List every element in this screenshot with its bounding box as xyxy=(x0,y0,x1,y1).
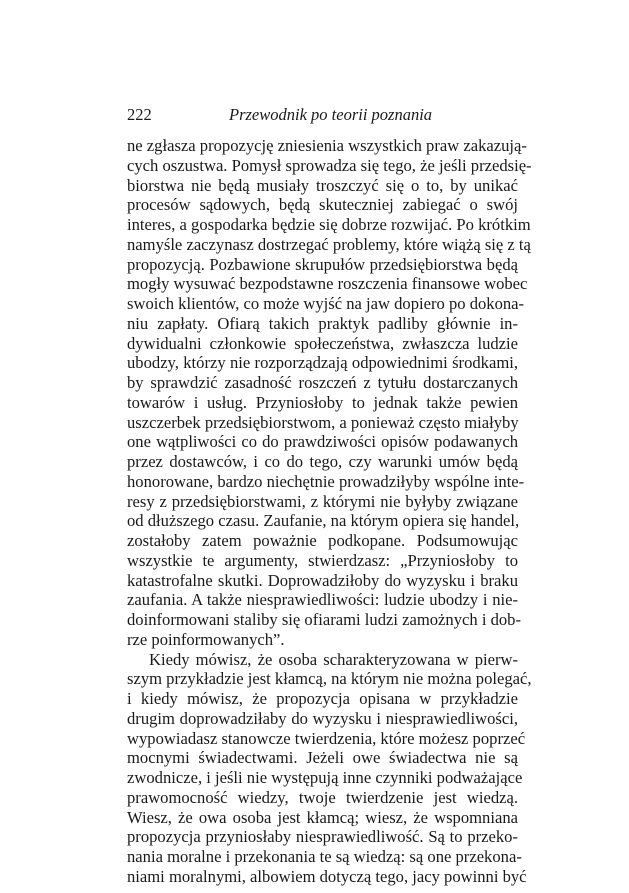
text-line: katastrofalne skutki. Doprowadziłoby do wyzysku i braku xyxy=(127,570,518,590)
text-line: prawomocność wiedzy, twoje twierdzenie jest wiedzą. xyxy=(127,787,518,807)
text-line: zaufania. A także niesprawiedliwości: ludzie ubodzy i nie- xyxy=(127,590,518,610)
text-line: niami moralnymi, albowiem dotyczą tego, jacy powinni być xyxy=(127,866,527,886)
text-line: zwodnicze, i jeśli nie występują inne czynniki podważające xyxy=(127,768,523,787)
text-line: Wiesz, że owa osoba jest kłamcą; wiesz, że wspomniana xyxy=(127,807,518,827)
text-line: one wątpliwości co do prawdziwości opisów podawanych xyxy=(127,432,518,452)
text-line: przez dostawców, i co do tego, czy warunki umów będą xyxy=(127,452,518,471)
text-line: propozycją. Pozbawione skrupułów przedsiębiorstwa będą xyxy=(127,254,518,274)
text-line: resy z przedsiębiorstwami, z którymi nie byłyby związane xyxy=(127,491,518,511)
body-text xyxy=(127,136,532,887)
text-line: propozycja przyniosłaby niesprawiedliwość. Są to przeko- xyxy=(127,827,518,847)
text-line: dywidualni członkowie społeczeństwa, zwłaszcza ludzie xyxy=(127,333,518,353)
text-line: drugim doprowadziłaby do wyzysku i niesprawiedliwości, xyxy=(127,708,518,728)
text-line: ne zgłasza propozycję zniesienia wszystkich praw zakazują- xyxy=(127,136,527,155)
text-line: doinformowani staliby się ofiarami ludzi zamożnych i dob- xyxy=(127,610,521,629)
text-line: szym przykładzie jest kłamcą, na którym nie można polegać, xyxy=(127,669,532,689)
text-line: swoich klientów, co może wyjść na jaw dopiero po dokona- xyxy=(127,294,525,313)
text-line: interes, a gospodarka będzie się dobrze rozwijać. Po krótkim xyxy=(127,215,531,234)
page-header xyxy=(127,104,517,126)
text-line: honorowane, bardzo niechętnie prowadziłyby wspólne inte- xyxy=(127,471,525,491)
text-line: uszczerbek przedsiębiorstwom, a ponieważ często miałyby xyxy=(127,412,519,432)
text-line: procesów sądowych, będą skuteczniej zabiegać o swój xyxy=(127,195,518,215)
running-title: Przewodnik po teorii poznania xyxy=(229,105,433,124)
text-line: zostałoby zatem poważnie podkopane. Podsumowując xyxy=(127,531,518,550)
text-line: ubodzy, którzy nie rozporządzają odpowiednimi środkami, xyxy=(127,353,518,373)
text-line: niu zapłaty. Ofiarą takich praktyk padliby głównie in- xyxy=(127,313,518,333)
text-line-paragraph-start: Kiedy mówisz, że osoba scharakteryzowana w pierw- xyxy=(149,649,518,669)
text-line: namyśle zaczynasz dostrzegać problemy, które wiążą się z tą xyxy=(127,234,531,254)
text-line: cych oszustwa. Pomysł sprowadza się tego, że jeśli przedsię- xyxy=(127,155,532,175)
text-line: rze poinformowanych”. xyxy=(127,629,285,649)
text-line: od dłuższego czasu. Zaufanie, na którym opiera się handel, xyxy=(127,511,520,531)
text-line: wszystkie te argumenty, stwierdzasz: „Przyniosłoby to xyxy=(127,550,518,570)
text-line: mocnymi świadectwami. Jeżeli owe świadectwa nie są xyxy=(127,748,518,768)
text-line: towarów i usług. Przyniosłoby to jednak także pewien xyxy=(127,392,518,412)
text-line: i kiedy mówisz, że propozycja opisana w przykładzie xyxy=(127,689,518,708)
text-line: mogły wysuwać bezpodstawne roszczenia finansowe wobec xyxy=(127,274,528,294)
text-line: by sprawdzić zasadność roszczeń z tytułu dostarczanych xyxy=(127,373,518,392)
text-line: biorstwa nie będą musiały troszczyć się o to, by unikać xyxy=(127,175,518,195)
text-line: wypowiadasz stanowcze twierdzenia, które możesz poprzeć xyxy=(127,728,526,748)
text-line: nania moralne i przekonania te są wiedzą: są one przekona- xyxy=(127,847,522,866)
page-number: 222 xyxy=(127,105,152,124)
